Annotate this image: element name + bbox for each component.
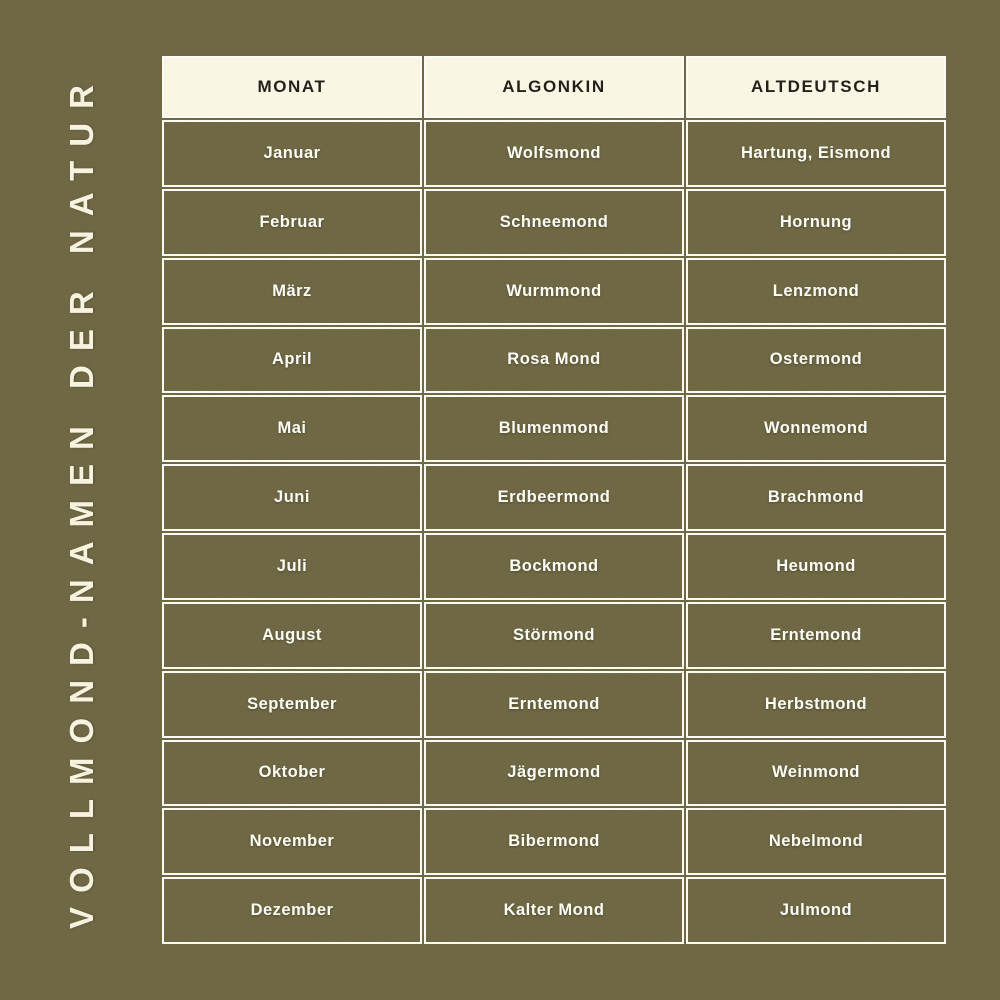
month-cell: November	[162, 808, 422, 875]
header-cell-algonkin: ALGONKIN	[424, 56, 684, 118]
altdeutsch-cell: Hartung, Eismond	[686, 120, 946, 187]
month-cell: September	[162, 671, 422, 738]
algonkin-cell: Erntemond	[424, 671, 684, 738]
month-cell: August	[162, 602, 422, 669]
algonkin-cell: Blumenmond	[424, 395, 684, 462]
algonkin-cell: Schneemond	[424, 189, 684, 256]
month-cell: Januar	[162, 120, 422, 187]
month-cell: März	[162, 258, 422, 325]
algonkin-cell: Störmond	[424, 602, 684, 669]
altdeutsch-cell: Julmond	[686, 877, 946, 944]
algonkin-cell: Bockmond	[424, 533, 684, 600]
altdeutsch-cell: Wonnemond	[686, 395, 946, 462]
altdeutsch-cell: Nebelmond	[686, 808, 946, 875]
table-row	[162, 602, 946, 669]
algonkin-cell: Bibermond	[424, 808, 684, 875]
algonkin-cell: Erdbeermond	[424, 464, 684, 531]
full-moon-names-table	[162, 56, 946, 944]
table-row	[162, 533, 946, 600]
table-row	[162, 877, 946, 944]
altdeutsch-cell: Hornung	[686, 189, 946, 256]
table-row	[162, 120, 946, 187]
month-cell: Dezember	[162, 877, 422, 944]
table-row	[162, 808, 946, 875]
altdeutsch-cell: Weinmond	[686, 740, 946, 807]
altdeutsch-cell: Ostermond	[686, 327, 946, 394]
month-cell: Juni	[162, 464, 422, 531]
algonkin-cell: Wurmmond	[424, 258, 684, 325]
table-row	[162, 464, 946, 531]
month-cell: Oktober	[162, 740, 422, 807]
algonkin-cell: Rosa Mond	[424, 327, 684, 394]
month-cell: Juli	[162, 533, 422, 600]
month-cell: Mai	[162, 395, 422, 462]
month-cell: Februar	[162, 189, 422, 256]
altdeutsch-cell: Brachmond	[686, 464, 946, 531]
altdeutsch-cell: Lenzmond	[686, 258, 946, 325]
algonkin-cell: Kalter Mond	[424, 877, 684, 944]
altdeutsch-cell: Herbstmond	[686, 671, 946, 738]
header-cell-altdeutsch: ALTDEUTSCH	[686, 56, 946, 118]
algonkin-cell: Jägermond	[424, 740, 684, 807]
altdeutsch-cell: Heumond	[686, 533, 946, 600]
page-title: VOLLMOND-NAMEN DER NATUR	[63, 71, 100, 929]
table-row	[162, 395, 946, 462]
table-row	[162, 189, 946, 256]
altdeutsch-cell: Erntemond	[686, 602, 946, 669]
table-header-row	[162, 56, 946, 118]
table-row	[162, 258, 946, 325]
header-cell-monat: MONAT	[162, 56, 422, 118]
month-cell: April	[162, 327, 422, 394]
table-row	[162, 671, 946, 738]
algonkin-cell: Wolfsmond	[424, 120, 684, 187]
table-row	[162, 327, 946, 394]
table-row	[162, 740, 946, 807]
